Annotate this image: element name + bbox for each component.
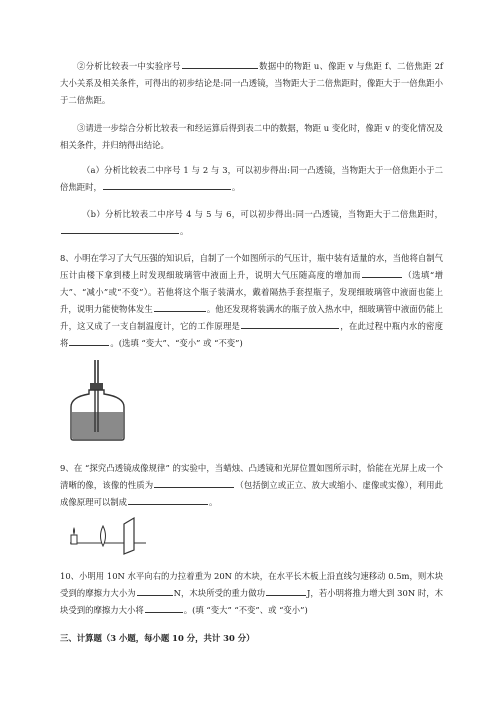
candle xyxy=(71,535,77,544)
paragraph-part-a xyxy=(60,162,443,196)
text: N，木块所受的重力做功 xyxy=(173,588,266,598)
text: ②分析比较表一中实验序号 xyxy=(77,61,181,71)
text: 。(选填 “变大”、“变小” 或 “不变”) xyxy=(110,338,243,348)
answer-blank[interactable] xyxy=(61,223,179,234)
paragraph-compare-table1 xyxy=(60,58,443,109)
answer-blank[interactable] xyxy=(128,494,208,505)
answer-blank[interactable] xyxy=(145,602,183,613)
text: 。 xyxy=(231,182,241,192)
answer-blank[interactable] xyxy=(154,477,234,488)
text: 。 xyxy=(209,497,218,507)
answer-blank[interactable] xyxy=(362,267,402,278)
paragraph-part-b xyxy=(60,206,443,240)
text: （包括倒立或正立、放大或缩小、虚像或实像），利用此成像原理可以制成 xyxy=(60,480,444,507)
text: ，在此过程中瓶内水的密度将 xyxy=(60,321,444,348)
answer-blank[interactable] xyxy=(266,585,306,596)
text: 。(填 “变大” “不变”、或 “变小”) xyxy=(183,605,308,615)
answer-blank[interactable] xyxy=(137,585,173,596)
text: （b）分析比较表二中序号 4 与 5 与 6，可以初步得出:同一凸透镜，当物距大于二倍焦距时， xyxy=(82,209,443,219)
question-9 xyxy=(60,460,443,511)
question-10 xyxy=(60,568,443,619)
paragraph-compare-table2 xyxy=(60,120,443,154)
candle-flame xyxy=(73,527,75,535)
text: ③请进一步综合分析比较表一和经运算后得到表二中的数据，物距 u 变化时，像距 v 的变化情况及相关条件，并归纳得出结论。 xyxy=(60,123,443,150)
section-heading-calculation: 三、计算题（3 小题，每小题 10 分，共计 30 分） xyxy=(60,633,255,643)
bottle-stopper xyxy=(90,383,103,390)
lens-experiment-figure xyxy=(68,512,148,556)
question-8 xyxy=(60,250,443,352)
answer-blank[interactable] xyxy=(103,179,231,190)
answer-blank[interactable] xyxy=(69,335,109,346)
text: J，若小明将推力增大到 30N 时，木块受到的摩擦力大小将 xyxy=(60,588,444,615)
answer-blank[interactable] xyxy=(241,318,339,329)
text: （选填“增大”、“减小”或“不变”）。若他将这个瓶子装满水，戴着隔热手套捏瓶子，发现细玻璃管中液面也能上升，说明力能使物体发生 xyxy=(60,270,444,314)
barometer-figure xyxy=(70,360,130,442)
text: 8、小明在学习了大气压强的知识后，自制了一个如图所示的气压计，瓶中装有适量的水，当他将自制气压计由楼下拿到楼上时发现细玻璃管中液面上升，说明大气压随高度的增加而 xyxy=(60,253,443,280)
text: 数据中的物距 u、像距 v 与焦距 f、二倍焦距 2f 大小关系及相关条件，可得出的初步结论是:同一凸透镜，当物距大于二倍焦距时，像距大于一倍焦距小于二倍焦距。 xyxy=(60,61,443,105)
text: 。 xyxy=(180,226,189,236)
answer-blank[interactable] xyxy=(154,301,206,312)
text: 。他还发现将装满水的瓶子放入热水中，细玻璃管中液面仍能上升，这又成了一支自制温度计，它的工作原理是 xyxy=(60,304,444,331)
text: 9、在 “探究凸透镜成像规律” 的实验中，当蜡烛、凸透镜和光屏位置如图所示时，恰能在光屏上成一个清晰的像，该像的性质为 xyxy=(60,463,443,490)
text: 10、小明用 10N 水平向右的力拉着重为 20N 的木块，在水平长木板上沿直线匀速移动 0.5m，则木块受到的摩擦力大小为 xyxy=(60,571,443,598)
text: （a）分析比较表二中序号 1 与 2 与 3，可以初步得出:同一凸透镜，当物距大于一倍焦距小于二倍焦距时， xyxy=(60,165,443,192)
answer-blank[interactable] xyxy=(182,58,258,69)
convex-lens xyxy=(101,526,106,546)
light-screen xyxy=(124,518,134,554)
